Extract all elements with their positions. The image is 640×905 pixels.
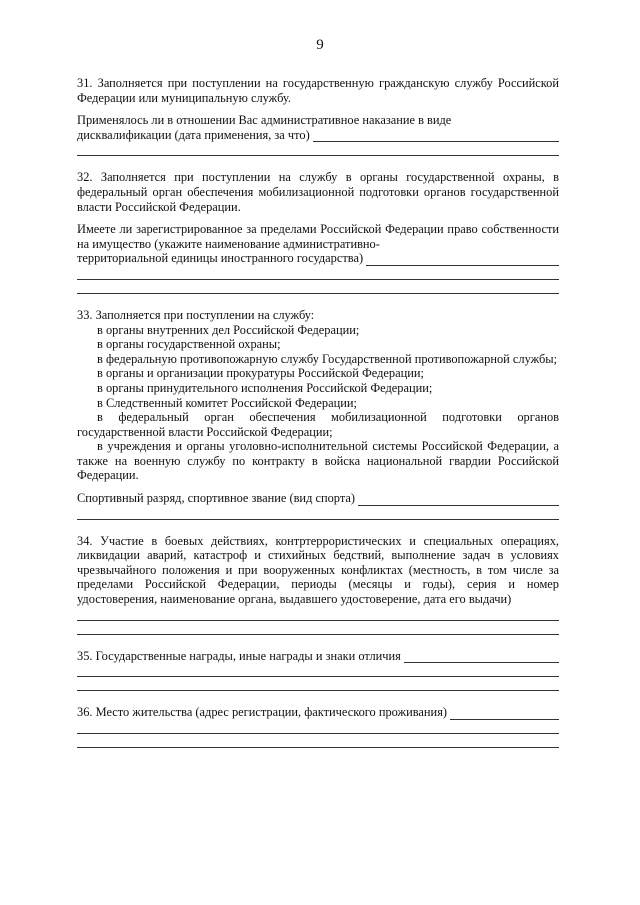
list-item: в органы внутренних дел Российской Федерации; [97,322,360,337]
section-32 [77,170,559,294]
section-36-answer-line[interactable] [450,708,559,720]
section-35-answer-line[interactable] [404,651,559,663]
section-36 [77,705,559,748]
section-32-answer-row [77,251,559,266]
list-item: в федеральную противопожарную службу Государственной противопожарной службы; [97,351,558,366]
section-31-answer-line[interactable] [313,130,559,142]
section-31-question-end: дисквалификации (дата применения, за что) [77,127,310,142]
section-33-answer-line[interactable] [358,494,559,506]
section-33-answer-row [77,491,559,506]
section-36-question: 36. Место жительства (адрес регистрации, фактического проживания) [77,705,448,720]
list-item: в Следственный комитет Российской Федерации; [97,395,357,410]
section-31-question: Применялось ли в отношении Вас административное наказание в виде [77,113,452,128]
section-33 [77,308,559,520]
section-35-answer-row [77,649,559,664]
answer-line[interactable] [77,677,559,691]
section-34 [77,534,559,635]
answer-line[interactable] [77,142,559,156]
list-item: в органы и организации прокуратуры Российской Федерации; [97,366,424,381]
section-36-answer-row [77,705,559,720]
list-item: в органы государственной охраны; [97,337,281,352]
answer-line[interactable] [77,607,559,621]
answer-line[interactable] [77,280,559,294]
answer-line[interactable] [77,506,559,520]
list-item: в федеральный орган обеспечения мобилизационной подготовки органов государственной власти Российской Федерации; [77,410,559,439]
answer-line[interactable] [77,621,559,635]
section-33-question: Спортивный разряд, спортивное звание (вид спорта) [77,491,356,506]
list-item: в органы принудительного исполнения Российской Федерации; [97,380,433,395]
answer-line[interactable] [77,720,559,734]
answer-line[interactable] [77,734,559,748]
section-31-intro: 31. Заполняется при поступлении на государственную гражданскую службу Российской Федерации или муниципальную службу. [77,76,559,105]
answer-line[interactable] [77,663,559,677]
section-32-answer-line[interactable] [366,254,559,266]
form-content [77,76,559,762]
section-35-question: 35. Государственные награды, иные награды и знаки отличия [77,648,401,663]
section-31 [77,76,559,156]
answer-line[interactable] [77,266,559,280]
list-item: в учреждения и органы уголовно-исполнительной системы Российской Федерации, а также на военную службу по контракту в войска национальной гвардии Российской Федерации. [77,439,559,483]
section-33-intro: 33. Заполняется при поступлении на службу: [77,307,315,322]
section-34-question: 34. Участие в боевых действиях, контртеррористических и специальных операциях, ликвидации аварий, катастроф и стихийных бедствий, выполнение задач в условиях чрезвычайного положения и при вооруженных конфликтах (местность, в том числе за пределами Российской Федерации, периоды (месяцы и годы), серия и номер удостоверения, наименование органа, выдавшего удостоверение, дата его выдачи) [77,533,559,607]
section-32-intro: 32. Заполняется при поступлении на службу в органы государственной охраны, в федеральный орган обеспечения мобилизационной подготовки органов государственной власти Российской Федерации. [77,170,559,214]
section-31-answer-row [77,128,559,143]
section-35 [77,649,559,692]
section-32-question: Имеете ли зарегистрированное за пределами Российской Федерации право собственности на имущество (укажите наименование административно- [77,222,559,251]
section-32-question-end: территориальной единицы иностранного государства) [77,251,364,266]
page-number: 9 [316,37,324,53]
